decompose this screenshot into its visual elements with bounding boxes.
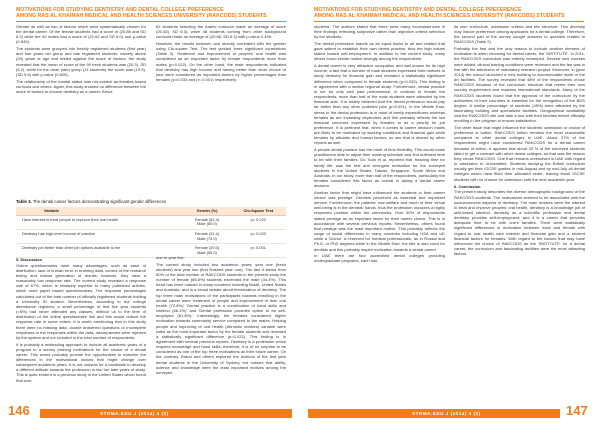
paragraph: Gender as well as two of factors which were systematically chosen for the dental career. Of the female students had a score of (20.86 and SD 6.2) while the 40 males had a score of (21.62 and SD 6.0) and p-value (0.549). xyxy=(16,24,146,45)
table-title: The dental career factors demonstrating significant gender differences xyxy=(32,199,167,204)
section-heading: 5. Discussion xyxy=(16,257,43,262)
table-label: Table 3. xyxy=(16,199,32,204)
text-column xyxy=(156,24,286,196)
paragraph: Probably the first and the only reason to include another element of motivation is when choosing for dental career, the 'INSTITUTE'. In 2011, the RAKCODS curriculum was entirely revamped. Several new courses were added, clinical training conditions were reviewed and the fee was in line with the admission of mandatory research project. Moreover, in (year 2014) the school launched a new building to accommodate state of the art facilities. The survey revealed that 48% of the respondents chose RAKCODS because of the curriculum structure that meets their own country requirement and matches international standards. Many of the RAKCODS students found that the approval of the curriculum by the authorities of their countries is essential for the recognition of the BDS degree. A similar percentage of students (45%) were attracted by the fascinating building and specialized facilities. Geographical availability visit the RAKCODS site and take a tour with their families before officially enrolling in the program to ensure satisfaction. xyxy=(454,46,585,124)
paragraph: its own curriculum, admission criteria and fee structure. This diversity may induce preference among applicants for a dental college. Therefore, the second part of the survey sought answers to question related to RAKCODS (Table 2). xyxy=(454,24,585,45)
paragraph: one to year five. xyxy=(156,255,185,260)
paragraph: The present study describes the diverse demographic background of the RAKCODS students. The motivations seemed to be associated with the socioeconomic aspects of dentistry. The main motives were the interest to treat and improve peoples' oral health, dentistry is a knowledge job of skill-based intellect, dentistry as a scientific profession and dental dentistry provides self-employment, and it is a career that provides adequate time to be with one's families. There were statistically significant differences in motivation between male and female with regard to oral health care interest and financial gain and a student financial factors for females. With regard to the factors that may have influenced the choice of RAKCODS as the 'INSTITUTE' for a dental career, the curriculum and fascinating facilities were the most attracting factors. xyxy=(454,189,585,257)
paragraph: The relationship of the marital status was not evident as females based curricula and others. Again, this study showed no difference between the score of factors to choose dentistry as a career. About xyxy=(16,78,146,94)
text-column xyxy=(454,24,585,404)
table-cell-gender xyxy=(183,215,230,229)
right-page xyxy=(300,0,600,424)
header-rule xyxy=(314,21,584,22)
paragraph: It is probably a misleading approach to include all academic years of a program in a survey probing motivations for the choice of a dental career. This would probably provide the opportunities to examine the differences in the motivational factors that might change over subsequent academic years. It is not unusual for a candidate to develop a different attitude towards the profession in his/ her later years of study. This is quite evident in a previous study in the United States which found that over xyxy=(16,341,146,383)
text-column xyxy=(156,255,286,403)
running-head xyxy=(16,7,286,19)
table-cell-variable: Have interest to treat people to improve their oral health xyxy=(16,215,183,229)
table-cell-gender xyxy=(183,229,230,243)
text-column xyxy=(16,255,146,403)
paragraph: The dental profession stands as an equal factor to all and related that gave salient to establish their own dental practice, thus the high values stated toward self-employment. In addition to the current study, many others found similar motive strongly among the respondents. xyxy=(314,40,445,62)
paragraph: The students were grouped into freshly registered students (first year) and four years old group and late registered students, namely above (20) years of age and tested against the score of factors, the study revealed that the mean of score of the 99 fresh students was (20.3), SD (6.2), while for the other (late) group (11 students) the score was (19.9), (SD 5.6) with p-value (0.825). xyxy=(16,46,146,77)
running-head-line2: AMONG RAS AL KHAIMAH MEDICAL AND HEALTH SCIENCES UNIVERSITY (RAKCODS) STUDENTS xyxy=(16,13,267,19)
running-head-line1: MOTIVATIONS FOR STUDYING DENTISTRY AND DENTAL COLLEGE PREFERENCE xyxy=(314,7,522,13)
paragraph: The current study included two academic years; year one (fresh students) and year two (first finished year one). The fact it stems from 50% of the total number of RAKCODS students in the present study the number of female (65.6%) students exceeded the male (34.4%). This trend has been noticed in many countries including Brazil, United States and Australia, and is a broad debate about feminization of dentistry. The top three main motivations of the participants towards enrolling in the dental career were 'treatment of people and improvement of their oral health (72.8%)' 'Dental practice is a combination of hand skills and intellect (66.1%)' and 'Dental profession provides option to be self-employed (61.8%).' Interestingly, the females considered higher motivation towards community service compared to the males. Helping people and improving of oral health (Altruistic motives) variable were rated as the most important factor by the female students and revealed a statistically significant difference (p=0.022). This finding is in agreement with several previous reports. Dentistry is a profession which requires knowledge and hand skills; therefore, it is of no surprise to be considered as one of the top three motivations as their future career. On the contrary, Brand and others explored the motives of the first year dental students in the University of Sydney, but noticed that ability, science and knowledge were the least important motives among the surveyed xyxy=(156,261,286,375)
header-rule xyxy=(16,21,286,22)
journal-citation: STOMA.EDU J (2014) 3 (2) xyxy=(100,411,169,416)
gender-female: Female (51.4) xyxy=(194,230,220,236)
text-column xyxy=(314,24,445,404)
data-table xyxy=(16,207,286,258)
table-header-cell: Chi-Square Test xyxy=(231,207,286,215)
gender-male: Male (60.0) xyxy=(197,221,217,227)
gender-female: Female (20.0) xyxy=(194,244,220,250)
paragraph: 62 students selecting the Arabic curricula made an average of score (20.45), SD 6.3), while 48 students coming from other background curricula made an average of (20.66, SD 6.3) with p-value 0.449. xyxy=(156,24,286,40)
table-cell-chi: p= 0.022 xyxy=(231,215,286,229)
table-row xyxy=(16,229,286,243)
gender-female: Female (81.4) xyxy=(194,216,220,222)
table-header-cell: Variable xyxy=(16,207,183,215)
paragraph: However, the results between and directly correlated with the gender using Chi-square Test. The test yielded three significant correlations (Table 3). Treatment and improvement of peoples' oral health was considered as an important factor by female respondents more than males (p=0.022). On the other hand, the male respondents indicated that dentistry has high income and having better than other choice of jobs were considered as important factors by higher percentages than females (p=0.033 and p< 0.001) respectively. xyxy=(156,40,286,83)
table-header-cell: Gender (%) xyxy=(183,207,230,215)
paragraph: Online questionnaires have many advantages, such as ease of distribution, lack of human error in entering data, control of the research timing and instant generation of results; however, they have a reasonably low response rate. The current study revealed a response rate of 67%, which is relatively superior to many published articles, which used paper based questionnaires. The response percentages calculated out of the total number of officially registered students holding a University ID student. Nevertheless, according to the college attendance registers, a small percentage of first five year students (<5%) had never attended any classes, without us to the time of distribution of the online questionnaire link and this would reduce the response rate in some extent. It is worth mentioning that in this study there were no missing data, double answered questions or incomplete responses in the responses within the data; discrepancies were rejected by the system and not included in the total number of respondents. xyxy=(16,262,146,340)
table-cell-variable: Dentistry job better than other job options available to me xyxy=(16,244,183,258)
paragraph: A dental career is very attractive occupation and well-known for its high income, a fact that a number of male students expressed their motives to study dentistry for financial gain and revealed a statistically significant difference when compared to female students (p=0.033). This finding is in agreement with a similar regional study. Furthermore, dental practice is not for only well paid performance, in contrast to female the respondents, more than half of the male students were attracted by the financial side. It is widely believed that the dental profession would pay far better than any other potential jobs (p<0.001). In the Middle East, stress in the dental profession is in most of family expenditures whereas females as are invariably dependent and this probably reflects the low financial concerns expressed by females to as a priority for job preference. It is pertinent that, when it comes to career decision males are likely to be motivated by working conditions and financial gain while females by altruistic and human factors, so see that is shared by other reports as well. xyxy=(314,63,445,146)
table-cell-variable: Dentistry has high-level income of practice xyxy=(16,229,183,243)
journal-citation: STOMA.EDU J (2014) 3 (2) xyxy=(412,411,481,416)
gender-male: Male (75.0) xyxy=(197,235,217,241)
gender-male: Male (55.0) xyxy=(197,249,217,255)
paragraph: In UAE there are four accredited dental colleges providing undergraduate programs, each has xyxy=(314,253,445,264)
table-cell-chi: p= 0.033 xyxy=(231,229,286,243)
text-column xyxy=(16,24,146,196)
page-number: 147 xyxy=(566,403,588,418)
page-number: 146 xyxy=(8,403,30,418)
running-head-line1: MOTIVATIONS FOR STUDYING DENTISTRY AND DENTAL COLLEGE PREFERENCE xyxy=(16,7,224,13)
running-head-line2: AMONG RAS AL KHAIMAH MEDICAL AND HEALTH SCIENCES UNIVERSITY (RAKCODS) STUDENTS xyxy=(314,13,565,19)
table-cell-chi: p< 0.001 xyxy=(231,244,286,258)
section-heading: 6. Conclusion xyxy=(454,183,481,189)
table-row xyxy=(16,215,286,229)
table-header-row xyxy=(16,207,286,215)
paragraph: The other issue that might influence the students' admission or choice of preference is tuition. RAKCODS tuition remains the most reasonable compared to other dental colleges in UAE. About 27% of the respondents might have considered RAKCODS for a dental career because of tuition. It appears that about 20 % of the surveyed students failed to get a contract with other dental colleges, so that was the reason they chose RAKCODS. One that remains unresolved is UAE with regard to admission to Universities. Students studying the British curriculum usually get their IGCSE grades in mid-August and by mid-July all dental colleges would have filled their allocated seats, leaving those IGCSE students with no chance for admission until the next academic year. xyxy=(454,124,585,182)
paragraph: students. The authors stated that there were many inconsistencies in their findings reflecting subjective rather than objective criteria selection by the students. xyxy=(314,24,445,40)
paragraph: A private dental practice has the merit of time flexibility. This would make practitioners able to adjust their working schedule and find sufficient time to be with their families. Do Todo et al. reported that 'heading time for family life' was the first and strongest motivation for the surveyed students in the United States, Taiwan, Singapore, South Africa and Australia. In our study, more than half of the respondents, particularly the females considered this factor as crucial in taking a dental career decision. xyxy=(314,147,445,189)
paragraph: Another factor that might have influenced the students in their career choice was prestige. Dentists perceived as essential and important service. Furthermore, the patients' oral welfare and much of their virtual well-being is in the dentists' hands, thus the profession occupies a highly respected position within the community. Over 50% of respondents stated prestige as an important factor for their career choice. This is in accordance with several previous reports. Nevertheless, others found that prestige was the least important motive. This probably reflects the range of social differences in many countries including USA and UK while a 'Doctor' is reserved for medical professionals, as in Russia and Ph.D. or PhD degrees while in the Middle East, the title is also used for dentists and this probably inspire motivation towards a dental career. xyxy=(314,189,445,252)
running-head xyxy=(314,7,584,19)
table-caption xyxy=(16,199,286,204)
